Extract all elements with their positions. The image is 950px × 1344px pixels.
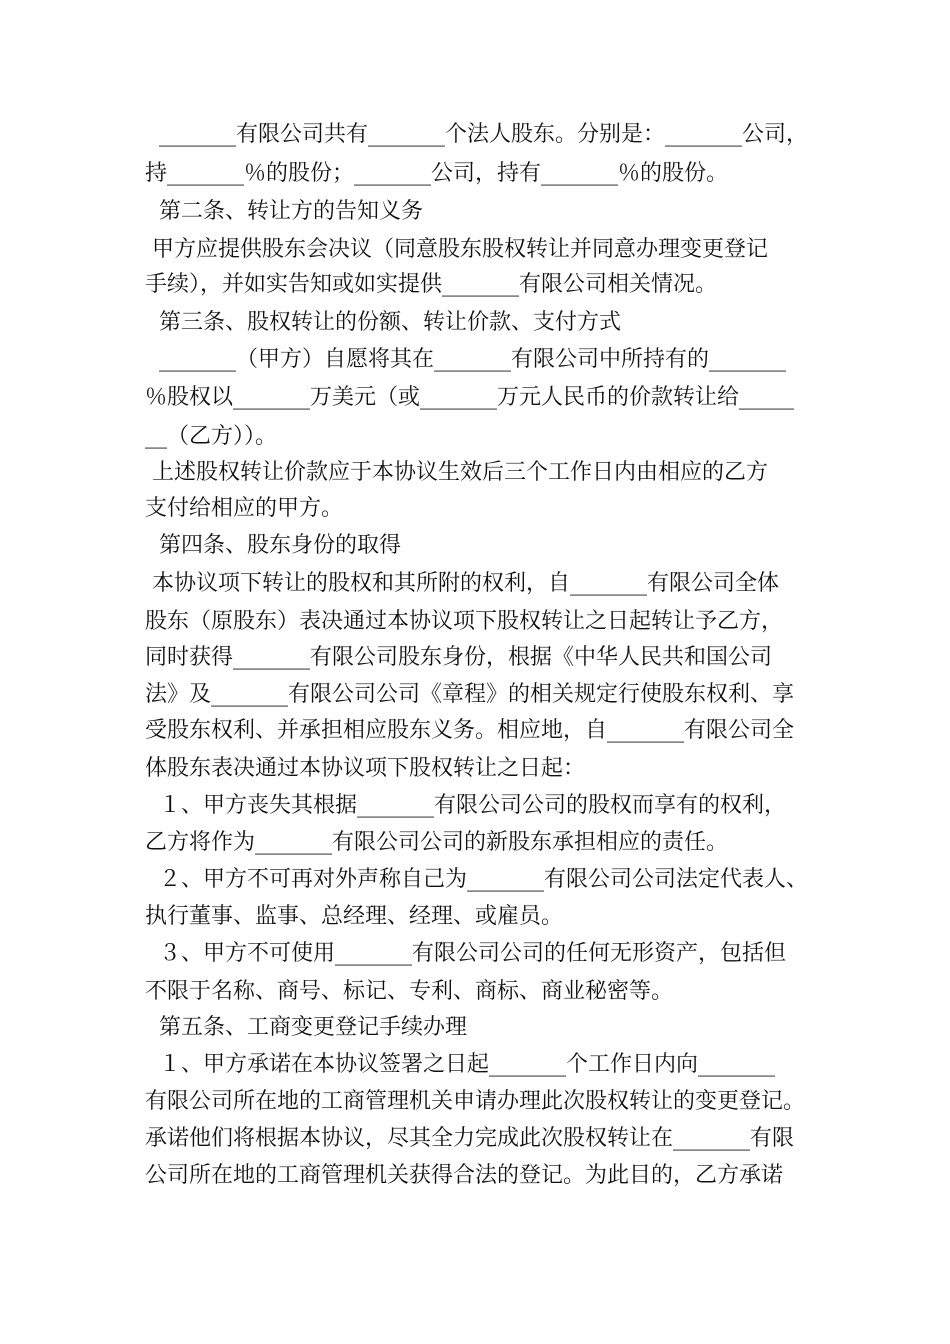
section-heading: 第二条、转让方的告知义务 [145,199,423,224]
text-line: １、甲方承诺在本协议签署之日起_______个工作日内向_______ [145,1052,775,1077]
text-line: 股东（原股东）表决通过本协议项下股权转让之日起转让予乙方， [145,609,784,634]
text-line: _______有限公司共有_______个法人股东。分别是：_______公司， [145,122,808,147]
text-line: ２、甲方不可再对外声称自己为_______有限公司公司法定代表人、 [145,867,808,892]
text-line: ％股权以_______万美元（或_______万元人民币的价款转让给_____ [145,385,795,410]
text-line: ３、甲方不可使用_______有限公司公司的任何无形资产，包括但 [145,941,786,966]
text-line: 持_______％的股份；_______公司，持有_______％的股份。 [145,161,729,186]
text-line: 受股东权利、并承担相应股东义务。相应地，自_______有限公司全 [145,718,795,743]
text-line: 支付给相应的甲方。 [145,496,344,521]
text-line: 公司所在地的工商管理机关获得合法的登记。为此目的，乙方承诺 [145,1163,784,1188]
text-line: 执行董事、监事、总经理、经理、或雇员。 [145,904,564,929]
section-heading: 第三条、股权转让的份额、转让价款、支付方式 [145,310,621,335]
text-line: 有限公司所在地的工商管理机关申请办理此次股权转让的变更登记。 [145,1089,806,1114]
text-line: 手续），并如实告知或如实提供_______有限公司相关情况。 [145,272,718,297]
text-line: 法》及_______有限公司公司《章程》的相关规定行使股东权利、享 [145,682,795,707]
section-heading: 第四条、股东身份的取得 [145,533,401,558]
text-line: 体股东表决通过本协议项下股权转让之日起： [145,756,586,781]
text-line: 同时获得_______有限公司股东身份，根据《中华人民共和国公司 [145,645,773,670]
text-line: 上述股权转让价款应于本协议生效后三个工作日内由相应的乙方 [145,460,768,485]
text-line: １、甲方丧失其根据_______有限公司公司的股权而享有的权利， [145,793,786,818]
text-line: _______（甲方）自愿将其在_______有限公司中所持有的_______ [145,347,786,372]
text-line: 承诺他们将根据本协议，尽其全力完成此次股权转让在_______有限 [145,1126,795,1151]
section-heading: 第五条、工商变更登记手续办理 [145,1015,467,1040]
text-line: 本协议项下转让的股权和其所附的权利，自_______有限公司全体 [145,571,779,596]
text-line: 不限于名称、商号、标记、专利、商标、商业秘密等。 [145,979,674,1004]
text-line: 乙方将作为_______有限公司公司的新股东承担相应的责任。 [145,830,729,855]
text-line: __（乙方））。 [145,424,278,449]
text-line: 甲方应提供股东会决议（同意股东股权转让并同意办理变更登记 [145,237,768,262]
